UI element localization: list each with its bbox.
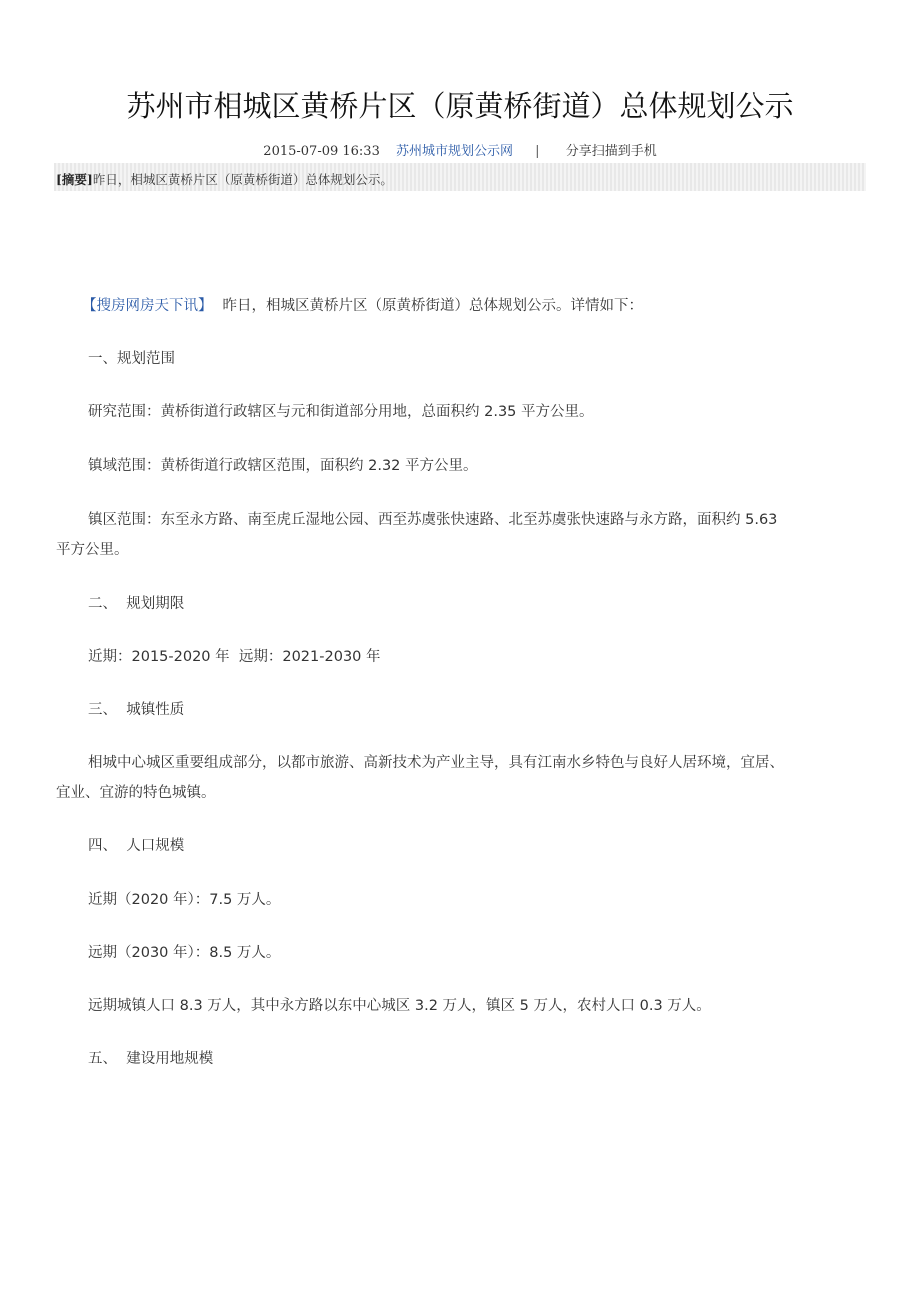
section-heading-town-nature	[56, 695, 864, 725]
publish-datetime: 2015-07-09 16:33	[263, 144, 380, 159]
section-heading-text: 三、 城镇性质	[88, 702, 185, 718]
paragraph-text: 平方公里。	[56, 542, 129, 558]
body-paragraph-population-near	[56, 885, 864, 915]
paragraph-text: 相城中心城区重要组成部分，以都市旅游、高新技术为产业主导，具有江南水乡特色与良好人居环境，宜居、	[88, 755, 784, 771]
section-heading-text: 五、 建设用地规模	[88, 1051, 214, 1067]
section-heading-text: 二、 规划期限	[88, 596, 185, 612]
body-paragraph-township-scope	[56, 451, 864, 481]
section-heading-planning-period	[56, 589, 864, 619]
paragraph-text: 宜业、宜游的特色城镇。	[56, 785, 216, 801]
section-heading-population	[56, 831, 864, 861]
article-title: 苏州市相城区黄桥片区（原黄桥街道）总体规划公示	[126, 89, 794, 123]
body-paragraph-town-nature	[56, 748, 864, 778]
lead-source-tag[interactable]: 【搜房网房天下讯】	[82, 298, 213, 314]
paragraph-text: 镇区范围：东至永方路、南至虎丘湿地公园、西至苏虞张快速路、北至苏虞张快速路与永方路，面积约 5.63	[88, 512, 778, 528]
body-paragraph-intro	[56, 291, 864, 321]
article-summary	[54, 163, 866, 191]
paragraph-text: 镇域范围：黄桥街道行政辖区范围，面积约 2.32 平方公里。	[88, 458, 478, 474]
body-paragraph-population-breakdown	[56, 991, 864, 1021]
body-paragraph-population-far	[56, 938, 864, 968]
paragraph-text: 远期城镇人口 8.3 万人，其中永方路以东中心城区 3.2 万人，镇区 5 万人，农村人口 0.3 万人。	[88, 998, 711, 1014]
body-paragraph-period	[56, 642, 864, 672]
body-paragraph-town-scope	[56, 505, 864, 535]
paragraph-text: 近期（2020 年）：7.5 万人。	[88, 892, 281, 908]
body-paragraph-town-nature-cont	[56, 778, 864, 808]
meta-separator: |	[535, 144, 540, 159]
summary-tag: [摘要]	[56, 172, 93, 187]
paragraph-text: 研究范围：黄桥街道行政辖区与元和街道部分用地，总面积约 2.35 平方公里。	[88, 404, 594, 420]
section-heading-land-scale	[56, 1044, 864, 1074]
article-meta	[0, 142, 920, 162]
body-paragraph-research-scope	[56, 397, 864, 427]
paragraph-text: 远期（2030 年）：8.5 万人。	[88, 945, 281, 961]
body-paragraph-town-scope-cont	[56, 535, 864, 565]
source-link[interactable]: 苏州城市规划公示网	[396, 144, 514, 159]
section-heading-text: 四、 人口规模	[88, 838, 185, 854]
paragraph-text: 近期：2015-2020 年 远期：2021-2030 年	[88, 649, 381, 665]
intro-text: 昨日，相城区黄桥片区（原黄桥街道）总体规划公示。详情如下：	[222, 298, 643, 314]
section-heading-text: 一、规划范围	[88, 351, 175, 367]
share-to-phone-link[interactable]: 分享扫描到手机	[565, 144, 657, 159]
section-heading-planning-scope	[56, 344, 864, 374]
summary-text: 昨日，相城区黄桥片区（原黄桥街道）总体规划公示。	[92, 172, 393, 187]
